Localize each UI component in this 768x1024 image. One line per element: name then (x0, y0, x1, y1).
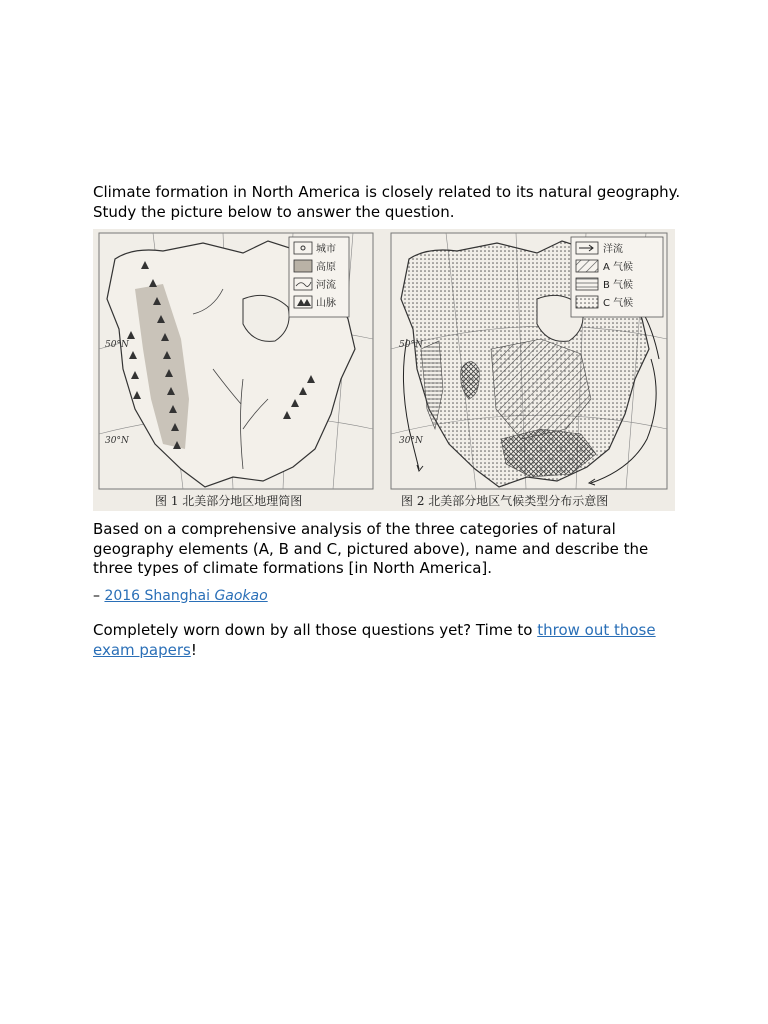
source-link-text: 2016 Shanghai (104, 587, 215, 604)
throw-out-papers-link[interactable]: throw out those exam papers (93, 621, 656, 659)
map-1-lat-30: 30°N (105, 436, 129, 446)
legend-climate-c: C 气候 (603, 298, 634, 309)
source-line (93, 587, 683, 607)
map-1-caption: 图 1 北美部分地区地理简图 (155, 494, 303, 508)
closing-paragraph (93, 621, 683, 660)
climate-maps-figure (93, 229, 675, 511)
legend-ocean-current: 洋流 (603, 244, 623, 255)
legend-city: 城市 (316, 244, 336, 255)
map-1-geography (99, 233, 373, 508)
closing-text: Completely worn down by all those questions yet? Time to (93, 621, 538, 639)
map-1-lat-50: 50°N (105, 340, 129, 350)
intro-paragraph: Climate formation in North America is closely related to its natural geography. Study the picture below to answer the question. (93, 183, 681, 221)
analysis-paragraph: Based on a comprehensive analysis of the three categories of natural geography elements (A, B and C, pictured above), name and describe the three types of climate formations [in North America]. (93, 520, 649, 577)
article-body (93, 183, 683, 660)
map-1-legend (289, 237, 349, 317)
legend-mountain: 山脉 (316, 298, 336, 309)
legend-river: 河流 (316, 280, 336, 291)
map-2-climate (391, 233, 667, 508)
map-2-lat-50: 50°N (399, 340, 423, 350)
legend-climate-a: A 气候 (603, 262, 634, 273)
legend-climate-b: B 气候 (603, 280, 634, 291)
legend-plateau: 高原 (316, 262, 336, 273)
source-link[interactable] (104, 588, 267, 604)
map-2-legend (571, 237, 663, 317)
source-link-italic: Gaokao (214, 587, 268, 604)
map-2-caption: 图 2 北美部分地区气候类型分布示意图 (401, 494, 609, 508)
source-dash: – (93, 587, 105, 604)
map-2-lat-30: 30°N (399, 436, 423, 446)
closing-punct: ! (190, 640, 197, 659)
